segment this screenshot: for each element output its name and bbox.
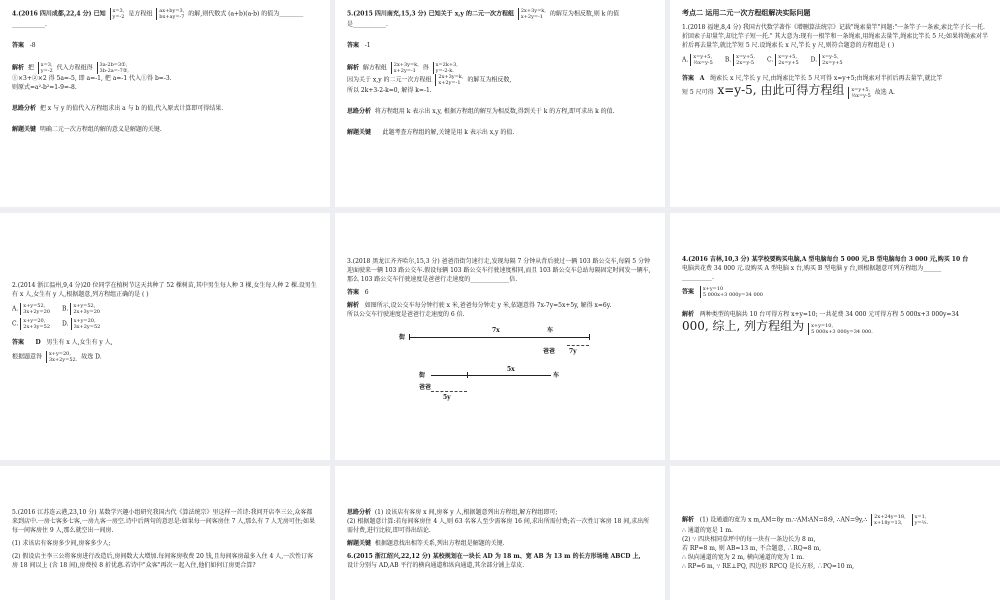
answer-analysis: 答案 A 绳索长 x 尺,竿长 y 尺,由绳索比竿长 5 尺可得 x=y+5;由绳索对半折后再去量竿,就比竿 短 5 尺可得 x=y-5, 由此可得方程组 x=y+5, ½x=y-5 故选 A.: [682, 75, 943, 99]
panel-q3-qiqihar: [335, 213, 665, 460]
panel-q4-jilin: [670, 213, 1000, 460]
answer: 答案 x+y=10 5 000x+3 000y=34 000: [682, 286, 763, 298]
question-text: 6.(2015 浙江绍兴,22,12 分) 某校规划在一块长 AD 为 18 m、宽 AB 为 13 m 的长方形场地 ABCD 上, 设计分别与 AD,AB 平行的横向通道和纵向通道,其余部分铺上草皮.: [347, 553, 641, 569]
question-text: 4.(2016 四川成都,22,4 分) 已知 x=3, y=-2 是方程组 ax+by=3, bx+ay=-7 的解,则代数式 (a+b)(a-b) 的值为________ ___________.: [12, 8, 304, 28]
question-text: 1.(2018 福建,8,4 分) 我国古代数学著作《增删算法统宗》记载"绳索量竿"问题:"一条竿子一条索,索比竿子长一托.折回索子却量竿,却比竿子短一托." 其大意为:现有一根竿和一条绳索,用绳索去量竿,绳索比竿长 5 尺;如果将绳索对半折后再去量竿,就比竿短 5 尺.设绳索长 x 尺,竿长 y 尺,则符合题意的方程组是 ( ): [682, 24, 988, 49]
analysis: 解析 把 x=3, y=-2 代入方程组得 3a-2b=3①, 3b-2a=-7②, ①×3+②×2 得 5a=-5, 即 a=-1, 把 a=-1 代入①得 b=-3. 则原式=a²-b²=1-9=-8.: [12, 62, 172, 91]
analysis: 根据题意得 x+y=20, 3x+2y=52. 故选 D.: [12, 351, 102, 363]
equation-system: x=3, y=-2: [110, 8, 125, 20]
analysis: 解析 解方程组 2x+3y=k, x+2y=-1 得 x=2k+3, y=-2-k. 因为关于 x,y 的二元一次方程组 2x+3y=k, x+2y=-1 的解互为相反数, 所以 2k+3-2-k=0, 解得 k=-1.: [347, 62, 512, 94]
key-point: 解题关键 此题考查方程组的解,关键是用 k 表示出 x,y 的值.: [347, 129, 515, 136]
sub-question-2: (2) 假设店主李三公将客房进行改造后,房间数大大增加.每间客房收费 20 钱,且每间客房最多入住 4 人,一次性订客房 18 间以上 (含 18 间),房费按 8 折优惠.若诗中"众客"再次一起入住,他们如何订房更合算?: [12, 553, 314, 569]
key-point: 解题关键 明确二元一次方程组的解的意义是解题的关键.: [12, 126, 162, 133]
question-text: 5.(2016 江苏连云港,23,10 分) 某数学兴趣小组研究我国古代《算法统宗》里这样一首诗:我问开店李三公,众客都来到店中.一房七客多七客,一房九客一房空.诗中后两句的意思是:如果每一间客房住 7 人,那么有 7 人无房可住;如果每一间客房住 9 人,那么就空出一间房.: [12, 509, 315, 534]
panel-section2-fujian: [670, 0, 1000, 207]
panel-thinking-q6: [335, 466, 665, 600]
options-row-1: A. x+y=52, 3x+2y=20 B. x+y=52, 2x+3y=20: [12, 303, 101, 315]
thinking: 思路分析 把 x 与 y 的值代入方程组求出 a 与 b 的值,代入原式计算即可得结果.: [12, 105, 224, 112]
options: A. x=y+5, ½x=y-5 B. x=y+5, 2x=y-5 C. x=y+5, 2x=y+5 D. x=y-5, 2x=y+5: [682, 54, 843, 66]
answer: 答案 6: [347, 289, 369, 296]
motion-diagram: 街 7x 车 爸爸 7y 街 5x 车 爸爸 5y: [347, 325, 653, 405]
sub-question-1: (1) 求该店有客房多少间,房客多少人;: [12, 540, 111, 547]
thinking: 思路分析 (1) 设该店有客房 x 间,房客 y 人,根据题意列出方程组,解方程组即可; (2) 根据题意计算:若每间客房住 4 人,则 63 名客人至少需客房 16 间,求出所需付费;若一次性订客房 18 间,求出所需付费,进行比较,即可得出结论.: [347, 509, 650, 534]
thinking: 思路分析 将方程组用 k 表示出 x,y, 根据方程组的解互为相反数,得到关于 k 的方程,即可求出 k 的值.: [347, 108, 615, 115]
equation-system: ax+by=3, bx+ay=-7: [156, 8, 184, 20]
question-text: 3.(2018 黑龙江齐齐哈尔,15,3 分) 爸爸沿街匀速行走,发现每隔 7 分钟从背后驶过一辆 103 路公交车,每隔 5 分钟迎面驶来一辆 103 路公交车.假设每辆 103 路公交车行驶速度相同,而且 103 路公交车总站每隔固定时间发一辆车,那么 103 路公交车行驶速度是爸爸行走速度的_____________倍.: [347, 258, 651, 283]
options-row-2: C. x+y=20, 2x+3y=52 D. x+y=20, 3x+2y=52: [12, 318, 101, 330]
question-text: 5.(2015 四川南充,15,3 分) 已知关于 x,y 的二元一次方程组 2x+3y=k, x+2y=-1 的解互为相反数,则 k 的值 是___________.: [347, 8, 620, 28]
analysis: 解析 (1) 设通道的宽为 x m,AM=8y m.∵AM∶AN=8∶9, ∴AN=9y,∴ 2x+24y=18, x+18y=13, x=1, y=⅔. ∴ 通道的宽是 1 m. (2) ∵ 四块相同草坪中的每一块有一条边长为 8 m, 若 RP=8 m, 则 AB=13 m, 不合题意, ∴RQ=8 m, ∴ 纵向通道的宽为 2 m, 横向通道的宽为 1 m. ∴ RP=6 m, ∵ RE⊥PQ, 四边形 RPCQ 是长方形, ∴PQ=10 m,: [682, 514, 929, 570]
key-point: 解题关键 根据题意找出相等关系,列出方程组是解题的关键.: [347, 540, 505, 547]
panel-q5-lianyungang: [0, 466, 330, 600]
answer: 答案 D 男生有 x 人,女生有 y 人,: [12, 339, 113, 346]
analysis: 解析 两种类型的电脑共 10 台可得方程 x+y=10; 一共花费 34 000 元可得方程 5 000x+3 000y=34 000, 综上, 列方程组为 x+y=10, 5 000x+3 000y=34 000.: [682, 311, 960, 335]
analysis: 解析 如图所示,设公交车每分钟行驶 x 米,爸爸每分钟走 y 米,依题意得 7x-7y=5x+5y, 解得 x=6y. 所以公交车行驶速度是爸爸行走速度的 6 倍.: [347, 302, 612, 318]
answer: 答案 -1: [347, 42, 371, 49]
panel-q2-wenzhou: [0, 213, 330, 460]
panel-q4-chengdu: [0, 0, 330, 207]
section-heading: 考点二 运用二元一次方程组解决实际问题: [682, 8, 811, 17]
question-text: 4.(2016 吉林,10,3 分) 某学校要购买电脑,A 型电脑每台 5 000 元,B 型电脑每台 3 000 元,购买 10 台 电脑共花费 34 000 元.设购买 A 型电脑 x 台,购买 B 型电脑 y 台,则根据题意可列方程组为______ __________.: [682, 256, 969, 281]
panel-analysis-q6: [670, 466, 1000, 600]
answer: 答案 -8: [12, 42, 36, 49]
panel-q5-nanchong: [335, 0, 665, 207]
question-text: 2.(2014 浙江温州,9,4 分)20 位同学在植树节这天共种了 52 棵树苗,其中男生每人种 3 棵,女生每人种 2 棵.设男生有 x 人,女生有 y 人,根据题意,列方程组正确的是 ( ): [12, 282, 317, 298]
